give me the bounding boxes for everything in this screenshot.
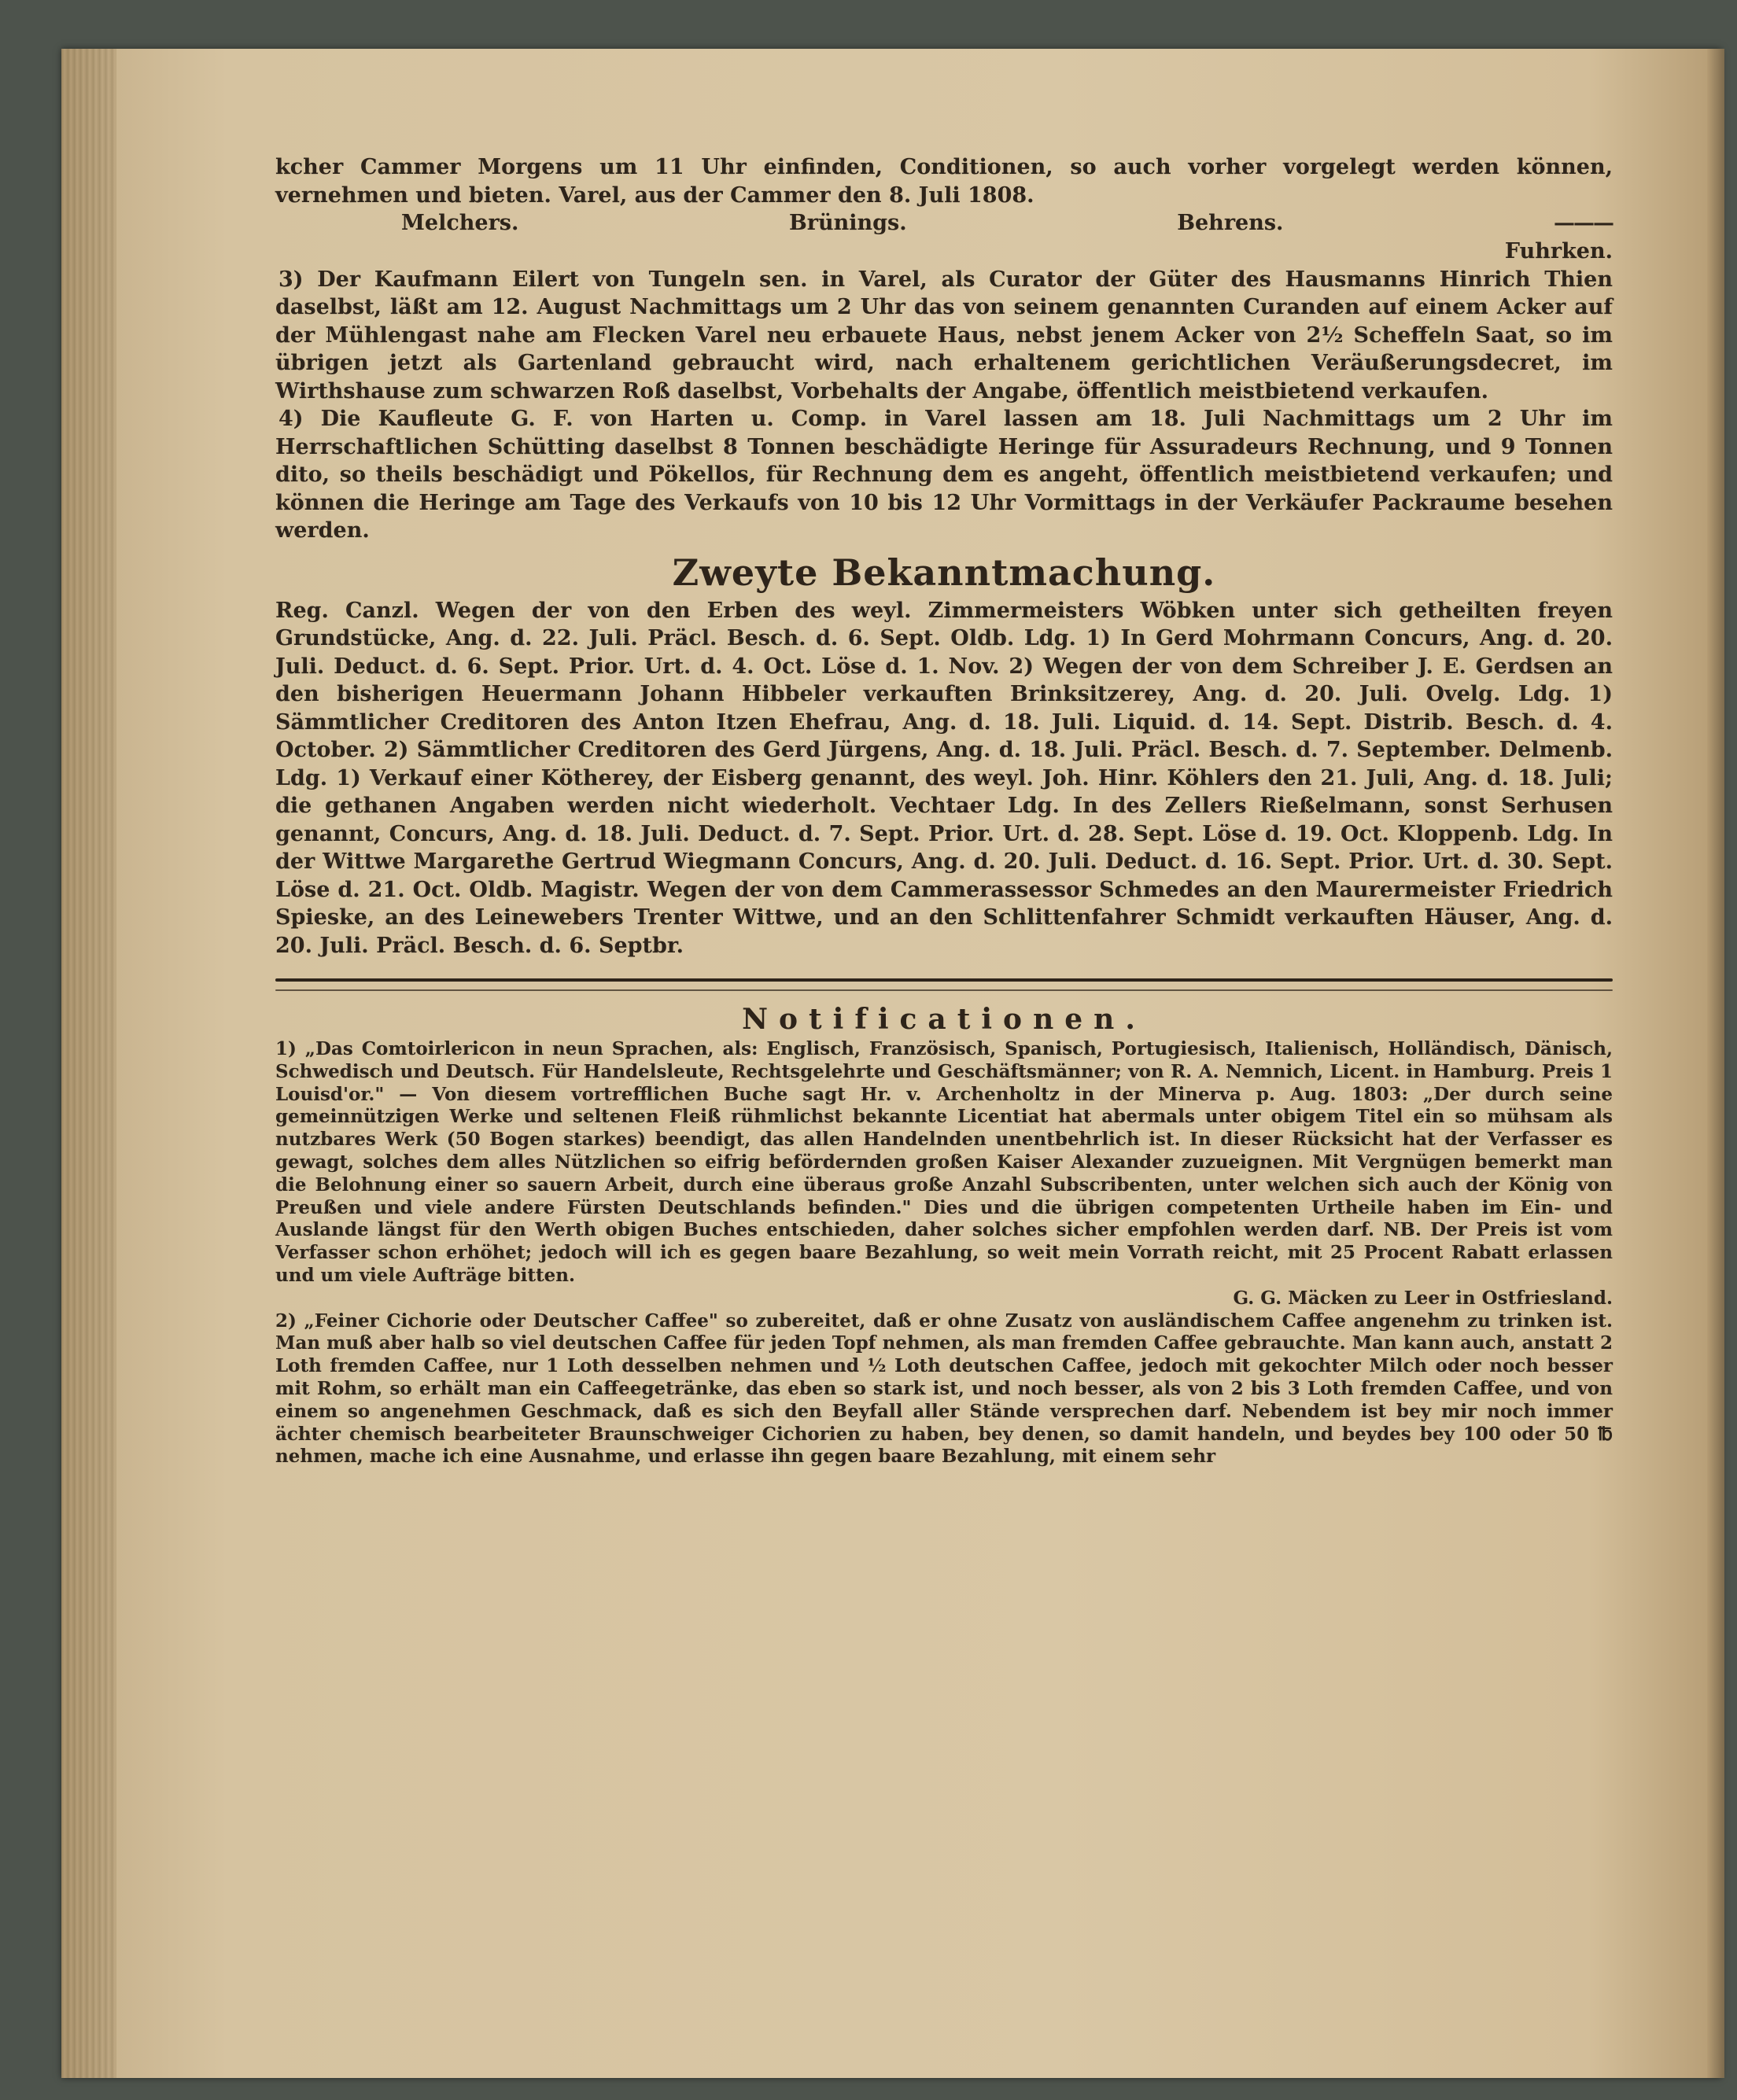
notification-2: 2) „Feiner Cichorie oder Deutscher Caffee" so zubereitet, daß er ohne Zusatz von ausländischem Caffee angenehm zu trinken ist. Man muß aber halb so viel deutschen Caffee für jeden Topf nehmen, als man fremden Caffee gebrauchte. Man kann auch, anstatt 2 Loth fremden Caffee, nur 1 Loth desselben nehmen und ½ Loth deutschen Caffee, jedoch mit gekochter Milch oder noch besser mit Rohm, so erhält man ein Caffeegetränke, das eben so stark ist, und noch besser, als von 2 bis 3 Loth fremden Caffee, und von einem so angenehmen Geschmack, daß es sich den Beyfall aller Stände versprechen darf. Nebendem ist bey mir noch immer ächter chemisch bearbeiteter Braunschweiger Cichorien zu haben, bey denen, so damit handeln, und beydes bey 100 oder 50 ℔ nehmen, mache ich eine Ausnahme, und erlasse ihn gegen baare Bezahlung, mit einem sehr xyxy=(275,1310,1613,1468)
notification-1-signature: G. G. Mäcken zu Leer in Ostfriesland. xyxy=(1233,1287,1613,1309)
continued-paragraph: kcher Cammer Morgens um 11 Uhr einfinden, Conditionen, so auch vorher vorgelegt werden können, vernehmen und bieten. Varel, aus der Cammer den 8. Juli 1808. xyxy=(275,155,1613,208)
section-heading: Zweyte Bekanntmachung. xyxy=(672,551,1216,594)
notice-item-3: 3) Der Kaufmann Eilert von Tungeln sen. in Varel, als Curator der Güter des Hausmanns Hinrich Thien daselbst, läßt am 12. August Nachmittags um 2 Uhr das von seinem genannten Curanden auf einem Acker auf der Mühlengast nahe am Flecken Varel neu erbauete Haus, nebst jenem Acker von 2½ Scheffeln Saat, so im übrigen jetzt als Gartenland gebraucht wird, nach erhaltenem gerichtlichen Veräußerungsdecret, im Wirthshause zum schwarzen Roß daselbst, Vorbehalts der Angabe, öffentlich meistbietend verkaufen. xyxy=(275,267,1613,403)
notifications-title: Notificationen. xyxy=(742,1003,1146,1036)
divider-thick xyxy=(275,978,1613,982)
notice-item-4: 4) Die Kaufleute G. F. von Harten u. Comp. in Varel lassen am 18. Juli Nachmittags um 2 Uhr im Herrschaftlichen Schütting daselbst 8 Tonnen beschädigte Heringe für Assuradeurs Rechnung, und 9 Tonnen dito, so theils beschädigt und Pökellos, für Rechnung dem es angeht, öffentlich meistbietend verkaufen; und können die Heringe am Tage des Verkaufs von 10 bis 12 Uhr Vormittags in der Verkäufer Packraume besehen werden. xyxy=(275,407,1613,543)
signature-fuhrken: Fuhrken. xyxy=(1504,239,1613,263)
signature-brunings: Brünings. xyxy=(788,211,907,235)
page-fold-edge xyxy=(1707,49,1724,2078)
signature-behrens: Behrens. xyxy=(1177,211,1284,235)
signature-melchers: Melchers. xyxy=(401,211,519,235)
announcement-body: Reg. Canzl. Wegen der von den Erben des weyl. Zimmermeisters Wöbken unter sich getheilten freyen Grundstücke, Ang. d. 22. Juli. Präcl. Besch. d. 6. Sept. Oldb. Ldg. 1) In Gerd Mohrmann Concurs, Ang. d. 20. Juli. Deduct. d. 6. Sept. Prior. Urt. d. 4. Oct. Löse d. 1. Nov. 2) Wegen der von dem Schreiber J. E. Gerdsen an den bisherigen Heuermann Johann Hibbeler verkauften Brinksitzerey, Ang. d. 20. Juli. Ovelg. Ldg. 1) Sämmtlicher Creditoren des Anton Itzen Ehefrau, Ang. d. 18. Juli. Liquid. d. 14. Sept. Distrib. Besch. d. 4. October. 2) Sämmtlicher Creditoren des Gerd Jürgens, Ang. d. 18. Juli. Präcl. Besch. d. 7. September. Delmenb. Ldg. 1) Verkauf einer Kötherey, der Eisberg genannt, des weyl. Joh. Hinr. Köhlers den 21. Juli, Ang. d. 18. Juli; die gethanen Angaben werden nicht wiederholt. Vechtaer Ldg. In des Zellers Rießelmann, sonst Serhusen genannt, Concurs, Ang. d. 18. Juli. Deduct. d. 7. Sept. Prior. Urt. d. 28. Sept. Löse d. 19. Oct. Kloppenb. Ldg. In der Wittwe Margarethe Gertrud Wiegmann Concurs, Ang. d. 20. Juli. Deduct. d. 16. Sept. Prior. Urt. d. 30. Sept. Löse d. 21. Oct. Oldb. Magistr. Wegen der von dem Cammerassessor Schmedes an den Maurermeister Friedrich Spieske, an des Leinewebers Trenter Wittwe, und an den Schlittenfahrer Schmidt verkauften Häuser, Ang. d. 20. Juli. Präcl. Besch. d. 6. Septbr. xyxy=(275,598,1613,958)
signature-row xyxy=(275,209,1613,238)
page-stack-edge xyxy=(61,49,116,2078)
notification-1: 1) „Das Comtoirlericon in neun Sprachen, als: Englisch, Französisch, Spanisch, Portugiesisch, Italienisch, Holländisch, Dänisch, Schwedisch und Deutsch. Für Handelsleute, Rechtsgelehrte und Geschäftsmänner; von R. A. Nemnich, Licent. in Hamburg. Preis 1 Louisd'or." — Von diesem vortrefflichen Buche sagt Hr. v. Archenholtz in der Minerva p. Aug. 1803: „Der durch seine gemeinnützigen Werke und seltenen Fleiß rühmlichst bekannte Licentiat hat abermals unter obigem Titel ein so mühsam als nutzbares Werk (50 Bogen starkes) beendigt, das allen Handelnden unentbehrlich ist. In dieser Rücksicht hat der Verfasser es gewagt, solches dem alles Nützlichen so eifrig befördernden großen Kaiser Alexander zuzueignen. Mit Vergnügen bemerkt man die Belohnung einer so sauern Arbeit, durch eine überaus große Anzahl Subscribenten, unter welchen sich auch der König von Preußen und viele andere Fürsten Deutschlands befinden." Dies und die übrigen competenten Urtheile haben im Ein- und Auslande längst für den Werth obigen Buches entschieden, daher solches sicher empfohlen werden darf. NB. Der Preis ist vom Verfasser schon erhöhet; jedoch will ich es gegen baare Bezahlung, so weit mein Vorrath reicht, mit 25 Procent Rabatt erlassen und um viele Aufträge bitten. xyxy=(275,1038,1613,1286)
divider-thin xyxy=(275,989,1613,991)
page-content xyxy=(275,153,1613,1468)
signature-dash: ——— xyxy=(1554,211,1613,235)
